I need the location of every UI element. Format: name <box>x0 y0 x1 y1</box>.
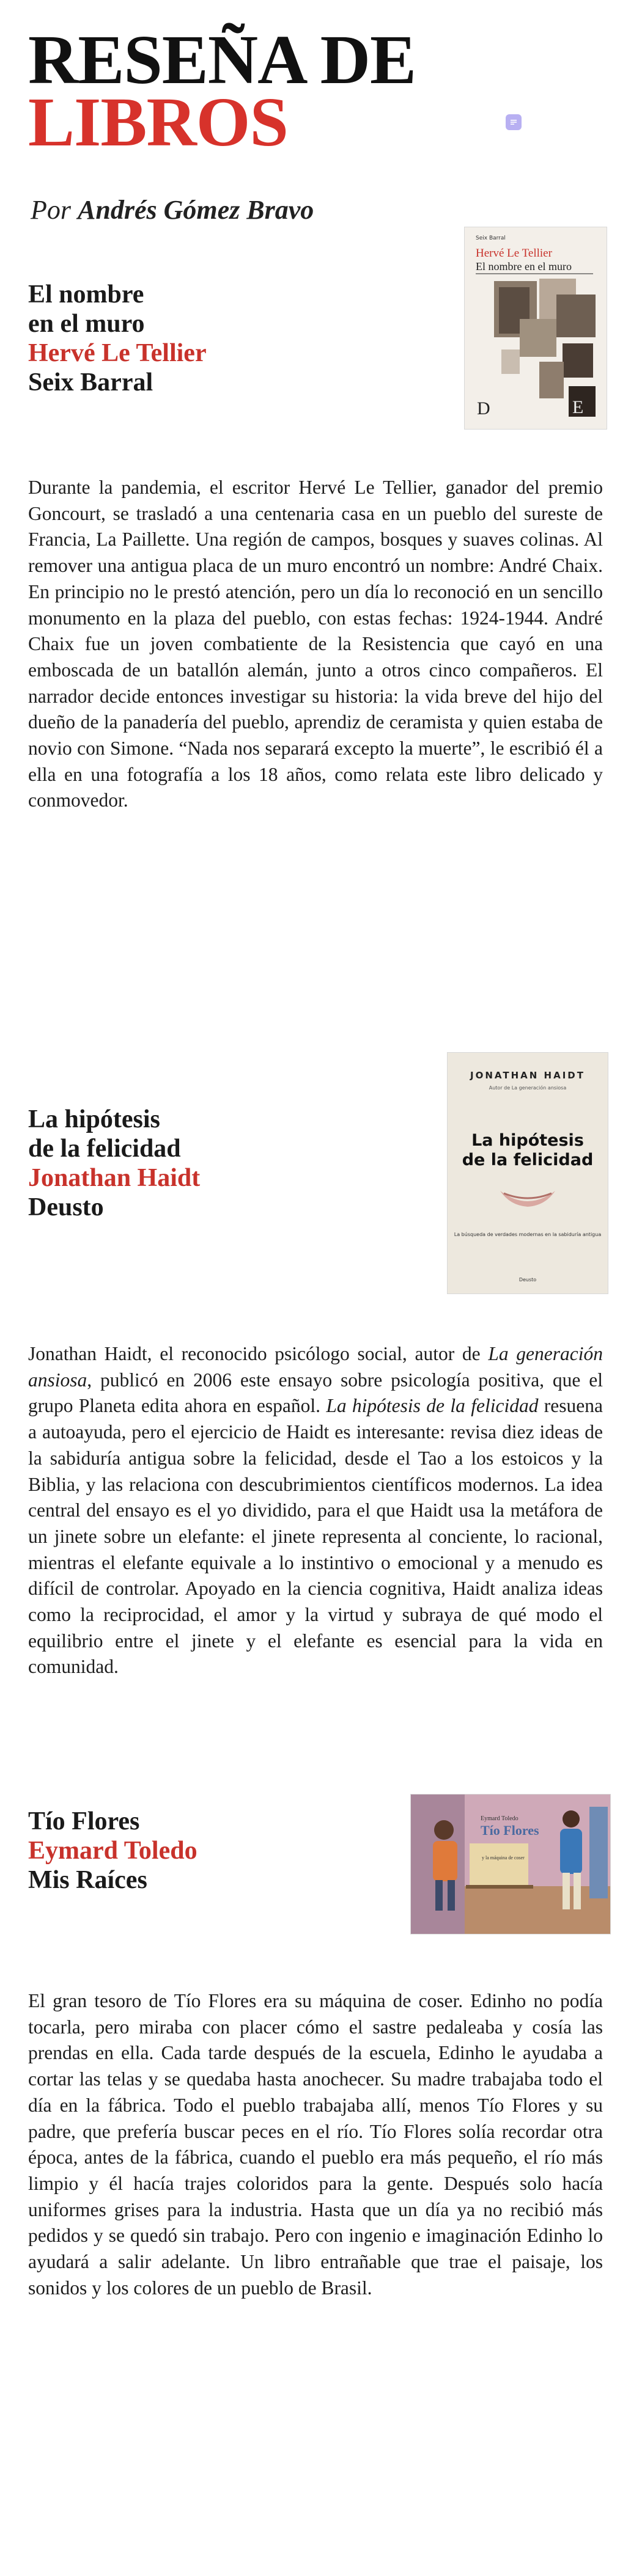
book-3-review: El gran tesoro de Tío Flores era su máquina de coser. Edinho no podía tocarla, pero miraba con placer cómo el sastre pedaleaba y cosía las prendas en ella. Cada tarde después de la escuela, Edinho le ayudaba a cortar las telas y se quedaba hasta anochecer. Su madre trabajaba todo el día en la fábrica. Todo el pueblo trabajaba allí, menos Tío Flores y su padre, que prefería buscar peces en el río. Tío Flores solía recordar otra época, antes de la fábrica, cuando el pueblo era más pequeño, el río más limpio y él hacía trajes coloridos para la gente. Después solo hacía uniformes grises para la industria. Hasta que un día ya no recibió más pedidos y se quedó sin trabajo. Pero con ingenio e imaginación Edinho lo ayudará a salir adelante. Un libro entrañable que trae el paisaje, los sonidos y los colores de un pueblo de Brasil. <box>28 1990 603 2299</box>
cover-tagline: Autor de La generación ansiosa <box>489 1085 567 1091</box>
cover-title: El nombre en el muro <box>476 260 572 273</box>
review-text: resuena a autoayuda, pero el ejercicio de Haidt es interesante: revisa diez ideas de la sabiduría antigua sobre la felicidad, desde el Tao a los estoicos y la Biblia, y las relaciona con descubrimientos científicos modernos. La idea central del ensayo es el yo dividido, para el que Haidt usa la metáfora de un jinete sobre un elefante: el jinete representa al conciente, lo racional, mientras el elefante equivale a lo instintivo o emocional y a menudo es difícil de controlar. Apoyado en la ciencia cognitiva, Haidt analiza ideas como la reciprocidad, el amor y la virtud y subraya de qué modo el equilibrio entre el jinete y el elefante es esencial para la vida en comunidad. <box>28 1395 603 1678</box>
review-book-title: La generación ansiosa <box>28 1343 603 1391</box>
cover-author: Eymard Toledo <box>481 1815 518 1822</box>
review-text: Jonathan Haidt, el reconocido psicólogo social, autor de <box>28 1343 489 1364</box>
review-text: , publicó en 2006 este ensayo sobre psicología positiva, que el grupo Planeta edita ahora en español. <box>28 1369 603 1417</box>
cover-publisher-mark: Seix Barral <box>476 235 506 241</box>
cover-author: Hervé Le Tellier <box>476 247 552 260</box>
book-author: Eymard Toledo <box>28 1837 197 1865</box>
book-2-review <box>28 1341 603 1680</box>
cover-publisher-mark: Deusto <box>518 1277 537 1283</box>
cover-letter: D <box>477 398 490 419</box>
book-publisher: Mis Raíces <box>28 1866 147 1894</box>
book-publisher: Seix Barral <box>28 368 153 397</box>
book-title-line: La hipótesis <box>28 1105 160 1133</box>
book-1-review: Durante la pandemia, el escritor Hervé Le Tellier, ganador del premio Goncourt, se trasladó a una centenaria casa en un pueblo del sureste de Francia, La Paillette. Una región de campos, bosques y suaves colinas. Al remover una antigua placa de un muro encontró un nombre: André Chaix. En principio no le prestó atención, pero un día lo reconoció en un sencillo monumento en la plaza del pueblo, con estas fechas: 1924-1944. André Chaix fue un joven combatiente de la Resistencia que cayó en una emboscada de un batallón alemán, junto a otros cinco compañeros. El narrador decide entonces investigar su historia: la vida breve del hijo del dueño de la panadería del pueblo, aprendiz de ceramista y quien estaba de novio con Simone. “Nada nos separará excepto la muerte”, le escribió él a ella en una fotografía a los 18 años, como relata este libro delicado y conmovedor. <box>28 477 603 811</box>
book-3-cover <box>411 1795 610 1934</box>
page-title-line2: LIBROS <box>28 83 288 161</box>
book-author: Jonathan Haidt <box>28 1164 201 1192</box>
cover-letter: E <box>572 397 584 417</box>
byline <box>31 194 314 225</box>
book-1-cover <box>465 227 607 429</box>
book-3-heading <box>28 1807 197 1895</box>
page-title-line1: RESEÑA DE <box>28 21 416 98</box>
book-publisher: Deusto <box>28 1193 104 1221</box>
cover-title: Tío Flores <box>481 1823 539 1838</box>
byline-prefix: Por <box>31 195 71 225</box>
cover-subtitle: La búsqueda de verdades modernas en la sabiduría antigua <box>454 1232 602 1237</box>
book-title-line: de la felicidad <box>28 1135 181 1163</box>
byline-author: Andrés Gómez Bravo <box>78 195 314 225</box>
book-1-heading <box>28 280 207 397</box>
book-2-heading <box>28 1105 200 1222</box>
cover-author: JONATHAN HAIDT <box>470 1070 585 1081</box>
cover-subtitle: y la máquina de coser <box>482 1855 525 1861</box>
book-title-line: Tío Flores <box>28 1807 140 1835</box>
book-author: Hervé Le Tellier <box>28 339 207 367</box>
review-book-title: La hipótesis de la felicidad <box>326 1395 539 1417</box>
cover-title: de la felicidad <box>462 1151 594 1169</box>
book-2-cover <box>448 1053 608 1293</box>
chat-icon[interactable] <box>506 114 522 130</box>
cover-title: La hipótesis <box>471 1131 584 1150</box>
book-title-line: en el muro <box>28 310 145 338</box>
book-title-line: El nombre <box>28 280 144 309</box>
